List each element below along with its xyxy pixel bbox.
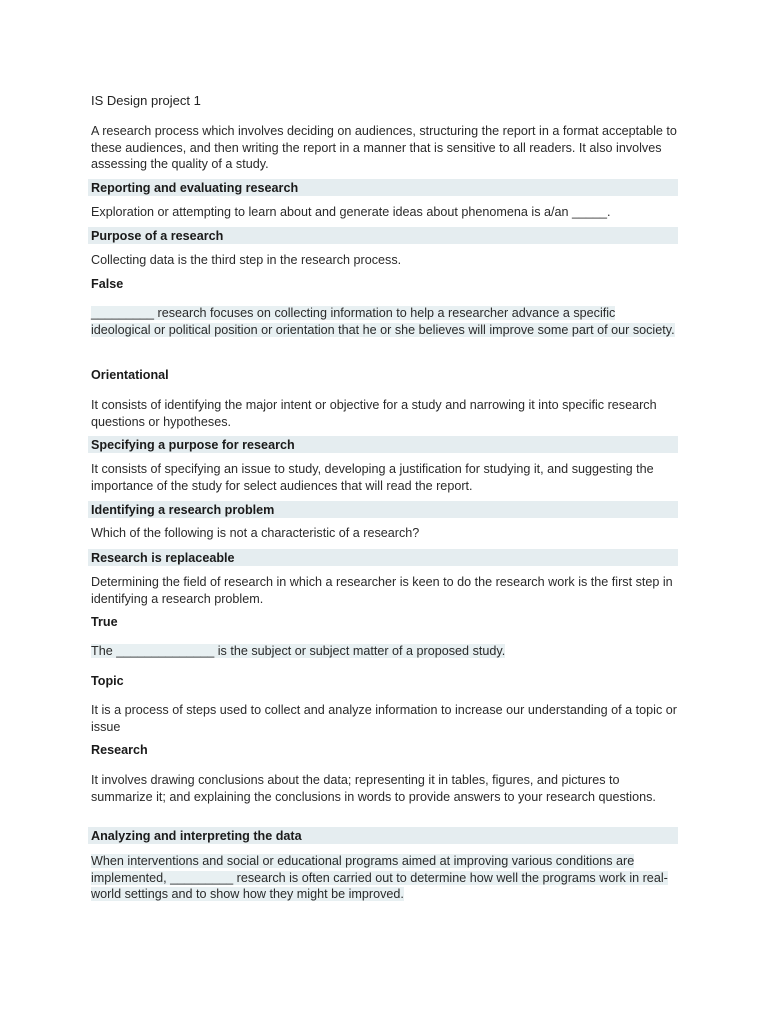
answer-text: Analyzing and interpreting the data (91, 829, 302, 843)
document-title: IS Design project 1 (91, 93, 201, 108)
question-text (91, 853, 677, 903)
question-highlight: The ______________ is the subject or subject matter of a proposed study. (91, 644, 506, 658)
question-text: It consists of specifying an issue to study, developing a justification for studying it, and suggesting the importance of the study for select audiences that will read the report. (91, 462, 654, 493)
answer-text: Research is replaceable (91, 551, 235, 565)
question-text: It is a process of steps used to collect and analyze information to increase our understanding of a topic or issue (91, 703, 677, 734)
question-text: It involves drawing conclusions about the data; representing it in tables, figures, and pictures to summarize it; and explaining the conclusions in words to provide answers to your research questions. (91, 773, 656, 804)
answer-text: Reporting and evaluating research (91, 181, 299, 195)
question-text: Which of the following is not a characteristic of a research? (91, 526, 420, 540)
question-text: It consists of identifying the major intent or objective for a study and narrowing it into specific research questions or hypotheses. (91, 398, 657, 429)
answer-text: Identifying a research problem (91, 503, 275, 517)
answer-text: Purpose of a research (91, 229, 224, 243)
answer-text: False (91, 277, 124, 291)
question-text: Determining the field of research in which a researcher is keen to do the research work is the first step in identifying a research problem. (91, 575, 673, 606)
answer-text: Topic (91, 674, 124, 688)
answer-text: True (91, 615, 118, 629)
question-highlight: When interventions and social or educational programs aimed at improving various conditions are implemented, _________ research is often carried out to determine how well the programs work in real-world settings and to show how they might be improved. (91, 854, 668, 901)
answer-text: Research (91, 743, 148, 757)
question-text (91, 305, 677, 338)
question-text: Exploration or attempting to learn about and generate ideas about phenomena is a/an _____. (91, 205, 611, 219)
question-text (91, 643, 677, 660)
answer-text: Specifying a purpose for research (91, 438, 295, 452)
question-text: Collecting data is the third step in the research process. (91, 253, 402, 267)
question-text: A research process which involves deciding on audiences, structuring the report in a format acceptable to these audiences, and then writing the report in a manner that is sensitive to all readers. It also involves assessing the quality of a study. (91, 124, 677, 171)
question-highlight: _________ research focuses on collecting information to help a researcher advance a specific ideological or political position or orientation that he or she believes will improve some part of our society. (91, 306, 675, 337)
answer-text: Orientational (91, 368, 169, 382)
